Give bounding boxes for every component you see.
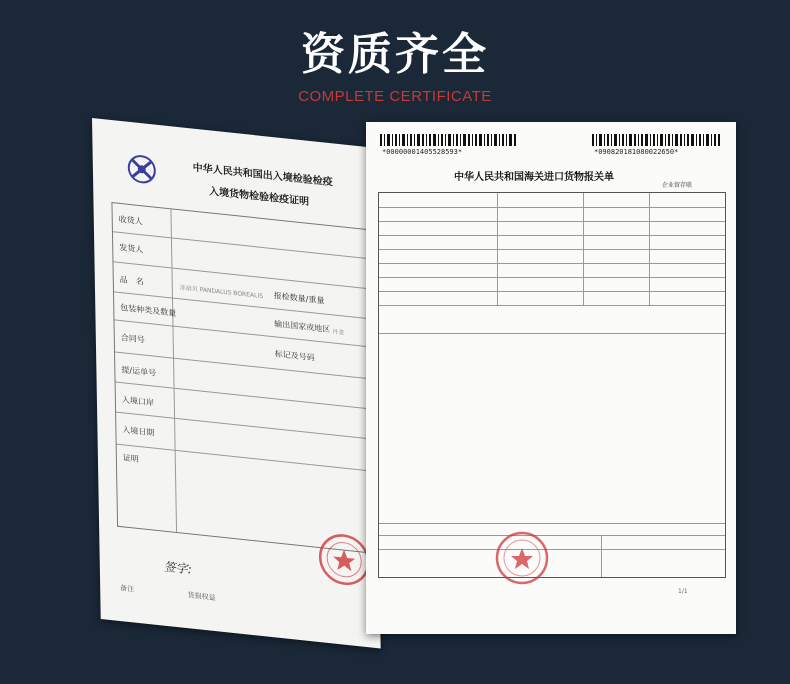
- field-label: 入境口岸: [121, 395, 154, 408]
- inspection-emblem-icon: [125, 151, 160, 187]
- page-title: 资质齐全: [301, 29, 489, 80]
- barcode-right-icon: [592, 134, 722, 146]
- field-label: 报检数量/重量: [273, 291, 325, 306]
- official-red-stamp: [317, 530, 372, 590]
- declaration-title: 中华人民共和国海关进口货物报关单: [454, 172, 614, 183]
- field-label: 收货人: [118, 214, 143, 227]
- remark-label: 证明: [122, 453, 139, 464]
- inspection-certificate-image: [92, 118, 381, 648]
- footer-code: 货损权益: [187, 591, 216, 603]
- certificate-footer: [120, 583, 216, 603]
- signature-label: 签字:: [163, 559, 192, 577]
- field-label: 提/运单号: [121, 365, 157, 378]
- field-label: 品 名: [119, 274, 144, 287]
- page-number: 1/1: [678, 588, 688, 595]
- customs-declaration-image: [366, 122, 736, 634]
- declaration-table: [378, 192, 726, 578]
- field-label: 标记及号码: [274, 349, 315, 363]
- certificate-title-line1: 中华人民共和国出入境检验检疫: [192, 162, 333, 189]
- field-label: 包装种类及数量: [120, 302, 177, 318]
- barcode-right-number: *090820181080022650*: [594, 148, 679, 156]
- customs-red-stamp: [494, 530, 550, 586]
- barcode-left-icon: [380, 134, 520, 146]
- field-label: 发货人: [119, 242, 144, 255]
- certificate-title-line2: 入境货物检验检疫证明: [208, 186, 310, 208]
- field-value-goods: 冻扇贝 PANDALUS BOREALIS: [179, 284, 264, 301]
- field-label: 输出国家或地区: [274, 319, 331, 335]
- page-subtitle: COMPLETE CERTIFICATE: [298, 88, 492, 105]
- field-label: 入境日期: [122, 425, 155, 438]
- declaration-copy-tag: 企业留存联: [662, 182, 693, 189]
- barcode-left-number: *0000000140552859З*: [382, 148, 463, 156]
- footer-label: 备注: [120, 584, 135, 594]
- field-value-origin: 丹麦: [332, 328, 345, 337]
- certificate-table: [111, 202, 377, 554]
- field-label: 合同号: [120, 333, 145, 345]
